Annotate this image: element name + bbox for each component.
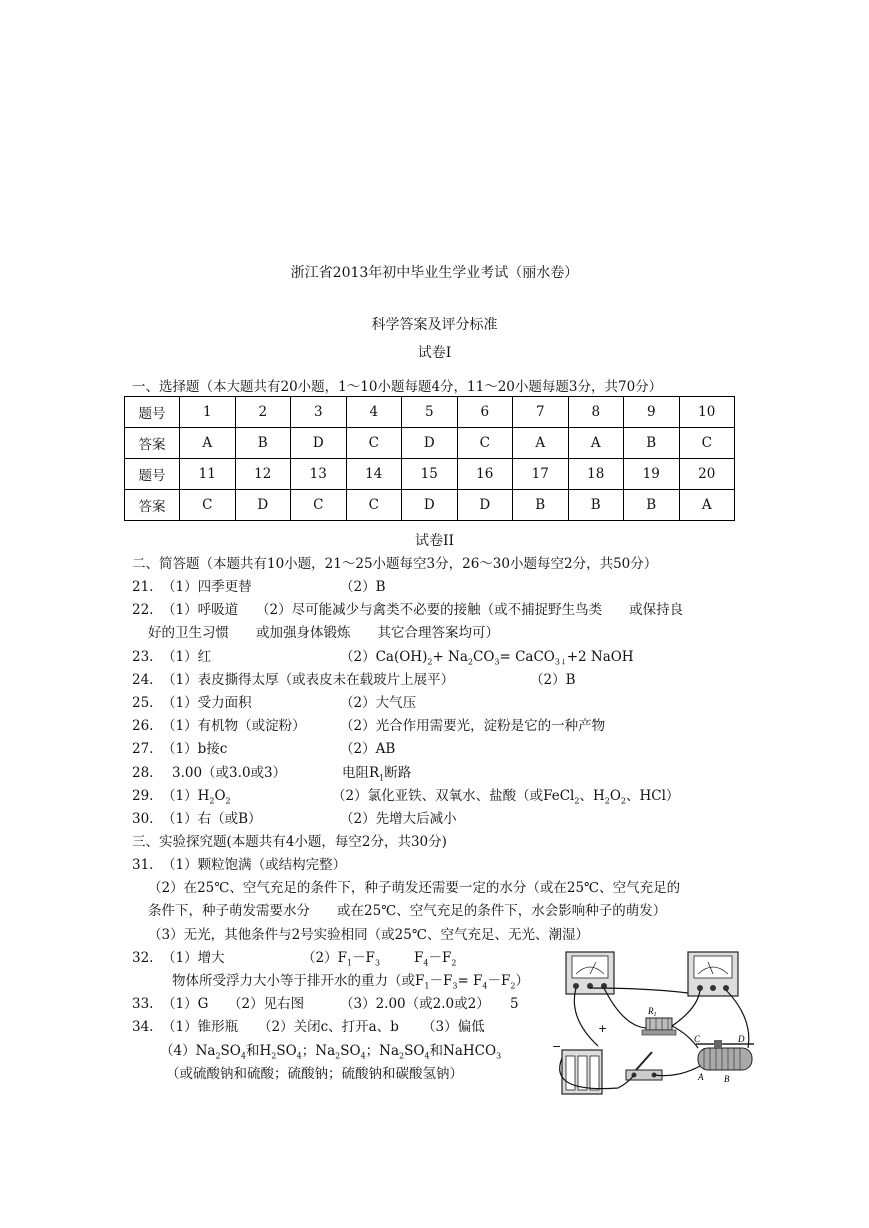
question-number: 22. <box>132 602 154 618</box>
answer-part: （2）AB <box>340 741 396 757</box>
answer-part: （1）G <box>162 996 209 1012</box>
terminal-b-label: B <box>724 1074 730 1084</box>
answer-part: 电阻$R_1$断路 <box>342 765 412 783</box>
rheostat-icon <box>696 1040 754 1070</box>
answer-part: （3）2.00（或2.0或2） <box>340 996 490 1012</box>
table-cell: C <box>346 490 402 521</box>
question-number: 25. <box>132 695 154 711</box>
answer-23 <box>132 648 634 667</box>
answer-part: （1）红 <box>162 649 212 665</box>
circuit-diagram <box>548 948 758 1098</box>
table-cell: C <box>679 428 735 459</box>
table-cell: 13 <box>291 459 347 490</box>
question-number: 21. <box>132 579 154 595</box>
answer-part: （1）b接c <box>162 741 228 757</box>
answer-part: （1）右（或B） <box>162 811 262 827</box>
answer-part: （2）尽可能减少与禽类不必要的接触（或不捕捉野生鸟类 或保持良 <box>256 602 684 618</box>
answer-part: （1）受力面积 <box>162 695 252 711</box>
table-cell: B <box>513 490 569 521</box>
table-cell: 5 <box>402 397 458 428</box>
table-cell: C <box>346 428 402 459</box>
answer-part: 5 <box>510 996 519 1012</box>
table-cell: C <box>291 490 347 521</box>
answer-34 <box>132 1018 485 1036</box>
table-cell: 7 <box>513 397 569 428</box>
terminal-d-label: D <box>738 1034 745 1044</box>
answer-part: （2）B <box>340 579 386 595</box>
table-cell: 12 <box>235 459 291 490</box>
table-cell: 答案 <box>125 490 180 521</box>
table-cell: A <box>180 428 236 459</box>
table-cell: A <box>679 490 735 521</box>
question-number: 27. <box>132 741 154 757</box>
paper-1-heading: 试卷Ⅰ <box>417 345 452 361</box>
table-row <box>125 397 735 428</box>
answer-21 <box>132 578 386 596</box>
answer-29 <box>132 787 680 806</box>
table-cell: 14 <box>346 459 402 490</box>
voltmeter-icon <box>688 952 738 996</box>
answer-part: $F_4-F_2$ <box>414 950 457 968</box>
question-number: 24. <box>132 672 154 688</box>
table-cell: 4 <box>346 397 402 428</box>
table-cell: 20 <box>679 459 735 490</box>
table-cell: 答案 <box>125 428 180 459</box>
answer-part: （2）光合作用需要光，淀粉是它的一种产物 <box>340 718 606 734</box>
table-cell: 17 <box>513 459 569 490</box>
table-cell: B <box>624 490 680 521</box>
answer-part: （1）锥形瓶 <box>162 1019 239 1035</box>
table-cell: D <box>402 428 458 459</box>
answer-part: （3）偏低 <box>422 1019 485 1035</box>
answer-part: （2）大气压 <box>340 695 417 711</box>
table-cell: 1 <box>180 397 236 428</box>
answer-part: $(1)H_2O_2$ <box>162 788 231 806</box>
table-cell: A <box>568 428 624 459</box>
answer-28 <box>132 764 412 783</box>
answer-part: （2）氯化亚铁、双氧水、盐酸（或FeCl$_2$、$H_2O_2$、HCl） <box>332 788 680 806</box>
table-row <box>125 428 735 459</box>
terminal-a-label: A <box>698 1072 704 1082</box>
paper-2-heading: 试卷II <box>414 533 455 549</box>
answer-part: （1）颗粒饱满（或结构完整） <box>162 857 347 873</box>
question-number: 28. <box>132 765 154 781</box>
question-number: 31. <box>132 857 154 873</box>
table-cell: B <box>568 490 624 521</box>
question-number: 33. <box>132 996 154 1012</box>
answer-34-part-4-continued: （或硫酸钠和硫酸；硫酸钠；硫酸钠和碳酸氢钠） <box>166 1066 463 1082</box>
page-title: 浙江省2013年初中毕业生学业考试（丽水卷） <box>290 265 579 281</box>
table-cell: 6 <box>457 397 513 428</box>
answer-32-continued: 物体所受浮力大小等于排开水的重力（或$F_1-F_3= F_4-F_2$） <box>172 973 529 991</box>
question-number: 34. <box>132 1019 154 1035</box>
question-number: 30. <box>132 811 154 827</box>
table-cell: B <box>235 428 291 459</box>
answer-31-part-2: （2）在25℃、空气充足的条件下，种子萌发还需要一定的水分（或在25℃、空气充足的 <box>148 880 681 896</box>
table-cell: 19 <box>624 459 680 490</box>
answer-32 <box>132 949 457 968</box>
answer-30 <box>132 810 457 828</box>
chemical-equation: $(2)Ca(OH)_2+ Na_2CO_3=$ CaCO$_{3↓}$+2 NaOH <box>340 649 634 667</box>
section-2-heading: 二、简答题（本题共有10小题，21～25小题每空3分，26～30小题每空2分，共50分） <box>132 556 658 572</box>
answer-part: 3.00（或3.0或3） <box>172 765 287 781</box>
question-number: 29. <box>132 788 154 804</box>
answer-part: （1）四季更替 <box>162 579 252 595</box>
answer-part: $(2)F_1-F_3$ <box>302 950 381 968</box>
answer-part: （2）B <box>530 672 576 688</box>
answer-34-part-4: $(4)Na_2SO_4$和$H_2SO_4$；$Na_2SO_4$；$Na_2SO_4$和NaHCO$_3$ <box>160 1043 502 1061</box>
table-cell: A <box>513 428 569 459</box>
page-subtitle: 科学答案及评分标准 <box>371 317 498 333</box>
answer-part: （1）呼吸道 <box>162 602 239 618</box>
question-number: 32. <box>132 950 154 966</box>
table-cell: 2 <box>235 397 291 428</box>
answer-part: （1）有机物（或淀粉） <box>162 718 306 734</box>
table-cell: C <box>457 428 513 459</box>
table-cell: D <box>457 490 513 521</box>
answer-27 <box>132 740 396 758</box>
answer-part: （1）增大 <box>162 950 225 966</box>
table-cell: 3 <box>291 397 347 428</box>
table-cell: D <box>291 428 347 459</box>
table-cell: 题号 <box>125 397 180 428</box>
answer-26 <box>132 717 606 735</box>
resistor-label: $R_1$ <box>648 1006 657 1018</box>
table-cell: D <box>402 490 458 521</box>
table-cell: 题号 <box>125 459 180 490</box>
answer-31-part-2-continued: 条件下，种子萌发需要水分 或在25℃、空气充足的条件下，水会影响种子的萌发） <box>148 903 667 919</box>
table-cell: 15 <box>402 459 458 490</box>
table-cell: 9 <box>624 397 680 428</box>
answer-part: （2）见右图 <box>228 996 305 1012</box>
answer-part: （1）表皮撕得太厚（或表皮未在载玻片上展平） <box>162 672 455 688</box>
table-cell: 18 <box>568 459 624 490</box>
battery-minus-label: − <box>552 1040 562 1053</box>
section-1-heading: 一、选择题（本大题共有20小题，1～10小题每题4分，11～20小题每题3分，共70分） <box>132 379 663 395</box>
answer-25 <box>132 694 417 712</box>
table-cell: C <box>180 490 236 521</box>
table-cell: D <box>235 490 291 521</box>
table-cell: B <box>624 428 680 459</box>
section-3-heading: 三、实验探究题(本题共有4小题，每空2分，共30分) <box>132 834 447 850</box>
question-number: 26. <box>132 718 154 734</box>
terminal-c-label: C <box>694 1034 701 1044</box>
answer-table <box>124 396 735 521</box>
table-row <box>125 490 735 521</box>
table-cell: 16 <box>457 459 513 490</box>
answer-31-part-3: （3）无光，其他条件与2号实验相同（或25℃、空气充足、无光、潮湿） <box>148 927 589 943</box>
answer-31 <box>132 856 347 874</box>
answer-33 <box>132 995 519 1013</box>
table-cell: 11 <box>180 459 236 490</box>
answer-24 <box>132 671 576 689</box>
table-cell: 10 <box>679 397 735 428</box>
answer-part: （2）关闭c、打开a、b <box>258 1019 399 1035</box>
answer-part: （2）先增大后减小 <box>340 811 457 827</box>
answer-22 <box>132 601 684 619</box>
battery-plus-label: + <box>598 1022 608 1035</box>
answer-22-continued: 好的卫生习惯 或加强身体锻炼 其它合理答案均可） <box>148 625 499 641</box>
table-row <box>125 459 735 490</box>
resistor-icon <box>642 1018 676 1035</box>
table-cell: 8 <box>568 397 624 428</box>
question-number: 23. <box>132 649 154 665</box>
